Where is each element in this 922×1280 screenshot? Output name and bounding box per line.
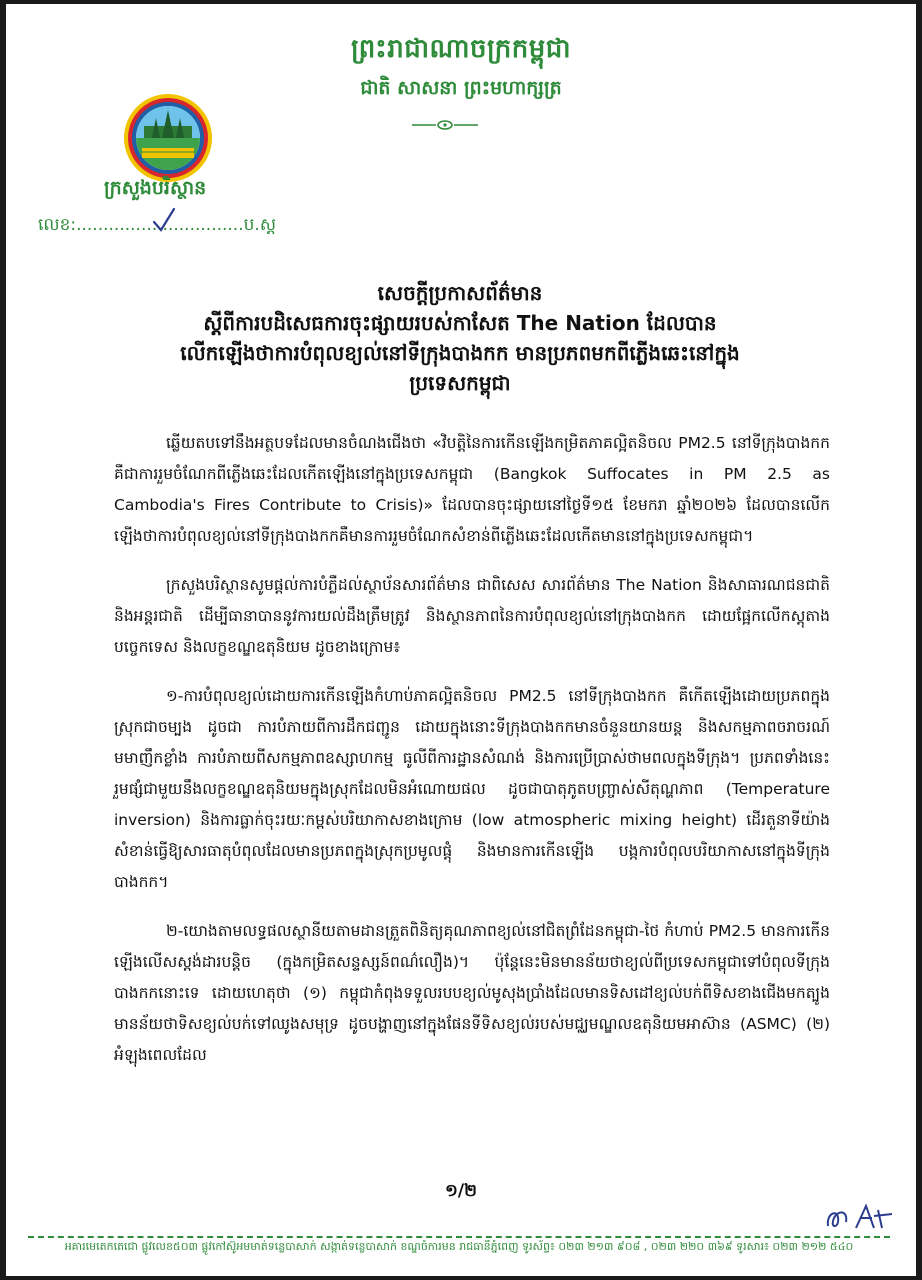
title-line: លើកឡើងថាការបំពុលខ្យល់នៅទីក្រុងបាងកក មានប្រភពមកពីភ្លើងឆេះនៅក្នុង (180, 341, 740, 365)
initials-signature (822, 1200, 902, 1234)
footer-address: អគារមេតេកតេជោ ផ្លូវលេខ៥០៣ ផ្លូវកៅស៊ូអមមាត់ទន្លេបាសាក់ សង្កាត់ទន្លេបាសាក់ ខណ្ឌចំការមន រាជធានីភ្នំពេញ ទូរស័ព្ទ៖ ០២៣ ២១៣ ៩០៨ , ០២៣ ២២០ ៣៦៩ ទូរសារ៖ ០២៣ ២១២ ៥៤០ (64, 1240, 854, 1253)
ornament-divider-icon (410, 118, 480, 132)
document-title (60, 278, 860, 398)
document-body (114, 428, 830, 1089)
body-paragraph: ២-យោងតាមលទ្ធផលស្ថានីយតាមដានត្រួតពិនិត្យគុណភាពខ្យល់នៅជិតព្រំដែនកម្ពុជា-ថៃ កំហាប់ PM2.5 មានការកើនឡើងលើសស្តង់ដារបន្តិច (ក្នុងកម្រិតសន្ទស្សន៍ពណ៌លឿង)។ ប៉ុន្តែនេះមិនមានន័យថាខ្យល់ពីប្រទេសកម្ពុជាទៅបំពុលទីក្រុងបាងកកនោះទេ ដោយហេតុថា (១) កម្ពុជាកំពុងទទួលរបបខ្យល់មូសុងប្រាំងដែលមានទិសដៅខ្យល់បក់ពីទិសខាងជើងមកត្បូង មានន័យថាទិសខ្យល់បក់ទៅឈូងសមុទ្រ ដូចបង្ហាញនៅក្នុងផែនទីទិសខ្យល់របស់មជ្ឈមណ្ឌលឧតុនិយមអាស៊ាន (ASMC) (២) អំឡុងពេលដែល (114, 922, 830, 1064)
ministry-name: ក្រសួងបរិស្ថាន (104, 177, 207, 199)
footer-divider (28, 1236, 890, 1238)
reference-number: លេខ:...............................ប.ស្ត (38, 215, 276, 235)
national-motto: ជាតិ សាសនា ព្រះមហាក្សត្រ (360, 77, 562, 99)
checkmark-icon (150, 206, 178, 234)
ministry-logo-icon (122, 92, 214, 184)
title-line: ប្រទេសកម្ពុជា (409, 371, 511, 395)
body-paragraph: ក្រសួងបរិស្ថានសូមផ្តល់ការបំភ្លឺដល់ស្ថាប័នសារព័ត៌មាន ជាពិសេស សារព័ត៌មាន The Nation និងសាធារណជនជាតិ និងអន្តរជាតិ ដើម្បីធានាបាននូវការយល់ដឹងត្រឹមត្រូវ និងស្ថានភាពនៃការបំពុលខ្យល់នៅក្រុងបាងកក ដោយផ្អែកលើកស្តុតាងបច្ចេកទេស និងលក្ខខណ្ឌឧតុនិយម ដូចខាងក្រោម៖ (114, 576, 830, 656)
title-line: សេចក្តីប្រកាសព័ត៌មាន (377, 281, 543, 305)
body-paragraph: ១-ការបំពុលខ្យល់ដោយការកើនឡើងកំហាប់ភាគល្អិតនិចល PM2.5 នៅទីក្រុងបាងកក គឺកើតឡើងដោយប្រភពក្នុងស្រុកជាចម្បង ដូចជា ការបំភាយពីការដឹកជញ្ជូន ដោយក្នុងនោះទីក្រុងបាងកកមានចំនួនយានយន្ត និងសកម្មភាពចរាចរណ៍មមាញឹកខ្លាំង ការបំភាយពីសកម្មភាពឧស្សាហកម្ម ធូលីពីការដ្ឋានសំណង់ និងការប្រើប្រាស់ថាមពលក្នុងទីក្រុង។ ប្រភពទាំងនេះ រួមផ្សំជាមួយនឹងលក្ខខណ្ឌឧតុនិយមក្នុងស្រុកដែលមិនអំណោយផល ដូចជាបាតុភូតបញ្រ្ចាស់សីតុណ្ហភាព (Temperature inversion) និងការធ្លាក់ចុះរយៈកម្ពស់បរិយាកាសខាងក្រោម (low atmospheric mixing height) ដើរតួនាទីយ៉ាងសំខាន់ធ្វើឱ្យសារធាតុបំពុលដែលមានប្រភពក្នុងស្រុកប្រមូលផ្តុំ និងមានការកើនឡើង បង្កការបំពុលបរិយាកាសនៅក្នុងទីក្រុងបាងកក។ (114, 687, 830, 891)
page-number: ១/២ (445, 1181, 477, 1201)
body-paragraph: ឆ្លើយតបទៅនឹងអត្ថបទដែលមានចំណងជើងថា «វិបត្តិនៃការកើនឡើងកម្រិតភាគល្អិតនិចល PM2.5 នៅទីក្រុងបាងកក គឺជាការរួមចំណែកពីភ្លើងឆេះដែលកើតឡើងនៅក្នុងប្រទេសកម្ពុជា (Bangkok Suffocates in PM 2.5 as Cambodia's Fires Contribute to Crisis)» ដែលបានចុះផ្សាយនៅថ្ងៃទី១៥ ខែមករា ឆ្នាំ២០២៦ ដែលបានលើកឡើងថាការបំពុលខ្យល់នៅទីក្រុងបាងកកគឺមានការរួមចំណែកសំខាន់ពីភ្លើងឆេះដែលកើតមាននៅក្នុងប្រទេសកម្ពុជា។ (114, 434, 830, 545)
kingdom-heading: ព្រះរាជាណាចក្រកម្ពុជា (351, 34, 571, 64)
title-line: ស្តីពីការបដិសេធការចុះផ្សាយរបស់កាសែត The Nation ដែលបាន (203, 311, 717, 335)
